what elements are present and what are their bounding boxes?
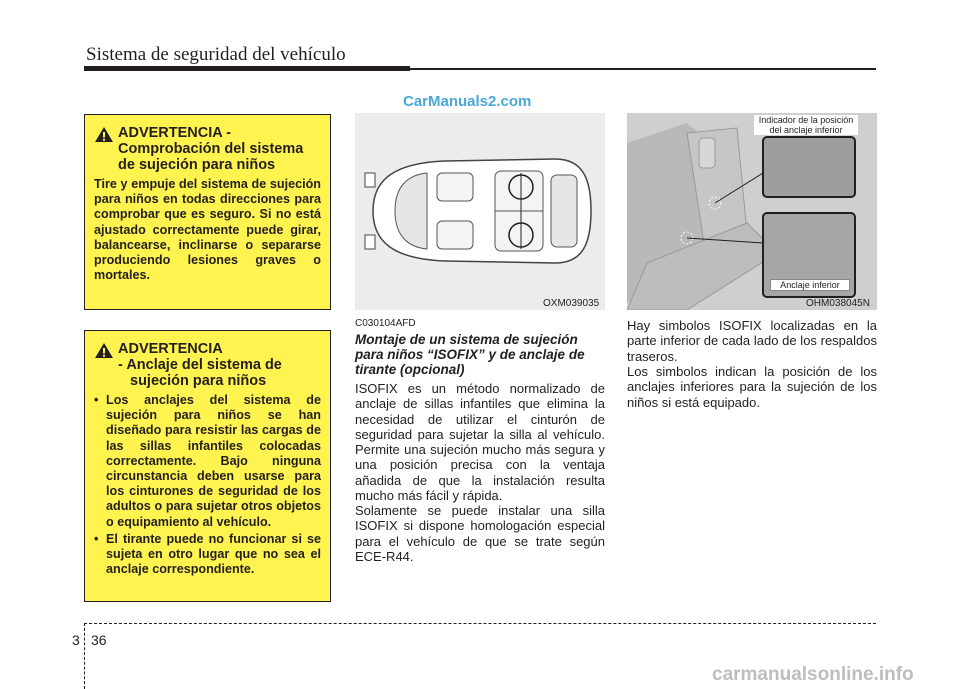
footer-vertical-rule <box>84 623 85 689</box>
callout-anchor-indicator: Indicador de la posición del anclaje inferior <box>754 115 858 135</box>
warning-body <box>94 393 321 577</box>
paragraph: Los simbolos indican la posición de los anclajes inferiores para la sujeción de los niños si está equipado. <box>627 364 877 410</box>
warning-bullet: • Los anclajes del sistema de sujeción para niños se han diseñado para resistir las cargas de las sillas infantiles colocadas correctamente. Bajo ninguna circunstancia deben usarse para los cinturones de seguridad de los adultos o para sujetar otros objetos o equipamiento al vehículo. <box>94 393 321 529</box>
warning-box-check-restraint <box>84 114 331 310</box>
callout-lower-anchor: Anclaje inferior <box>770 279 850 291</box>
header-rule-thick <box>84 66 410 71</box>
watermark-link[interactable]: CarManuals2.com <box>403 93 532 110</box>
warning-triangle-icon <box>94 126 118 148</box>
header-rule-thin <box>410 68 876 70</box>
page-header-title: Sistema de seguridad del vehículo <box>86 44 346 65</box>
warning-body: Tire y empuje del sistema de sujeción para niños en todas direcciones para comprobar que es seguro. Si no está ajustado correctamente puede girar, balancearse, inclinarse o separarse produciendo lesiones graves o mortales. <box>94 177 321 283</box>
paragraph: Solamente se puede instalar una silla ISOFIX si dispone homologación especial para el vehículo de que se trate según ECE-R44. <box>355 503 605 564</box>
rear-seat-figure <box>627 113 877 310</box>
page-number: 36 <box>91 632 107 648</box>
car-top-view-figure <box>355 113 605 310</box>
paragraph: Hay simbolos ISOFIX localizadas en la parte inferior de cada lado de los respaldos traseros. <box>627 318 877 364</box>
section-code: C030104AFD <box>355 318 416 329</box>
warning-title: ADVERTENCIA - Anclaje del sistema de sujeción para niños <box>118 341 282 389</box>
site-watermark: carmanualsonline.info <box>712 664 914 685</box>
footer-rule <box>84 623 876 624</box>
warning-bullet: • El tirante puede no funcionar si se sujeta en otro lugar que no sea el anclaje correspondiente. <box>94 531 321 577</box>
warning-triangle-icon <box>94 342 118 364</box>
paragraph: ISOFIX es un método normalizado de anclaje de sillas infantiles que elimina la necesidad de utilizar el cinturón de seguridad para sujetar la silla al vehículo. Permite una sujeción mucho más segura y una posición precisa con la ventaja añadida de que la instalación resulta mucho más fácil y rápida. <box>355 381 605 504</box>
warning-box-anchor <box>84 330 331 602</box>
figure-code: OHM038045N <box>806 298 870 309</box>
warning-title: ADVERTENCIA - Comprobación del sistema de sujeción para niños <box>118 125 304 173</box>
figure-code: OXM039035 <box>543 298 600 309</box>
chapter-number: 3 <box>72 632 80 648</box>
car-top-view-illustration <box>355 113 605 310</box>
section-heading: Montaje de un sistema de sujeción para niños “ISOFIX” y de anclaje de tirante (opcional) <box>355 332 585 377</box>
